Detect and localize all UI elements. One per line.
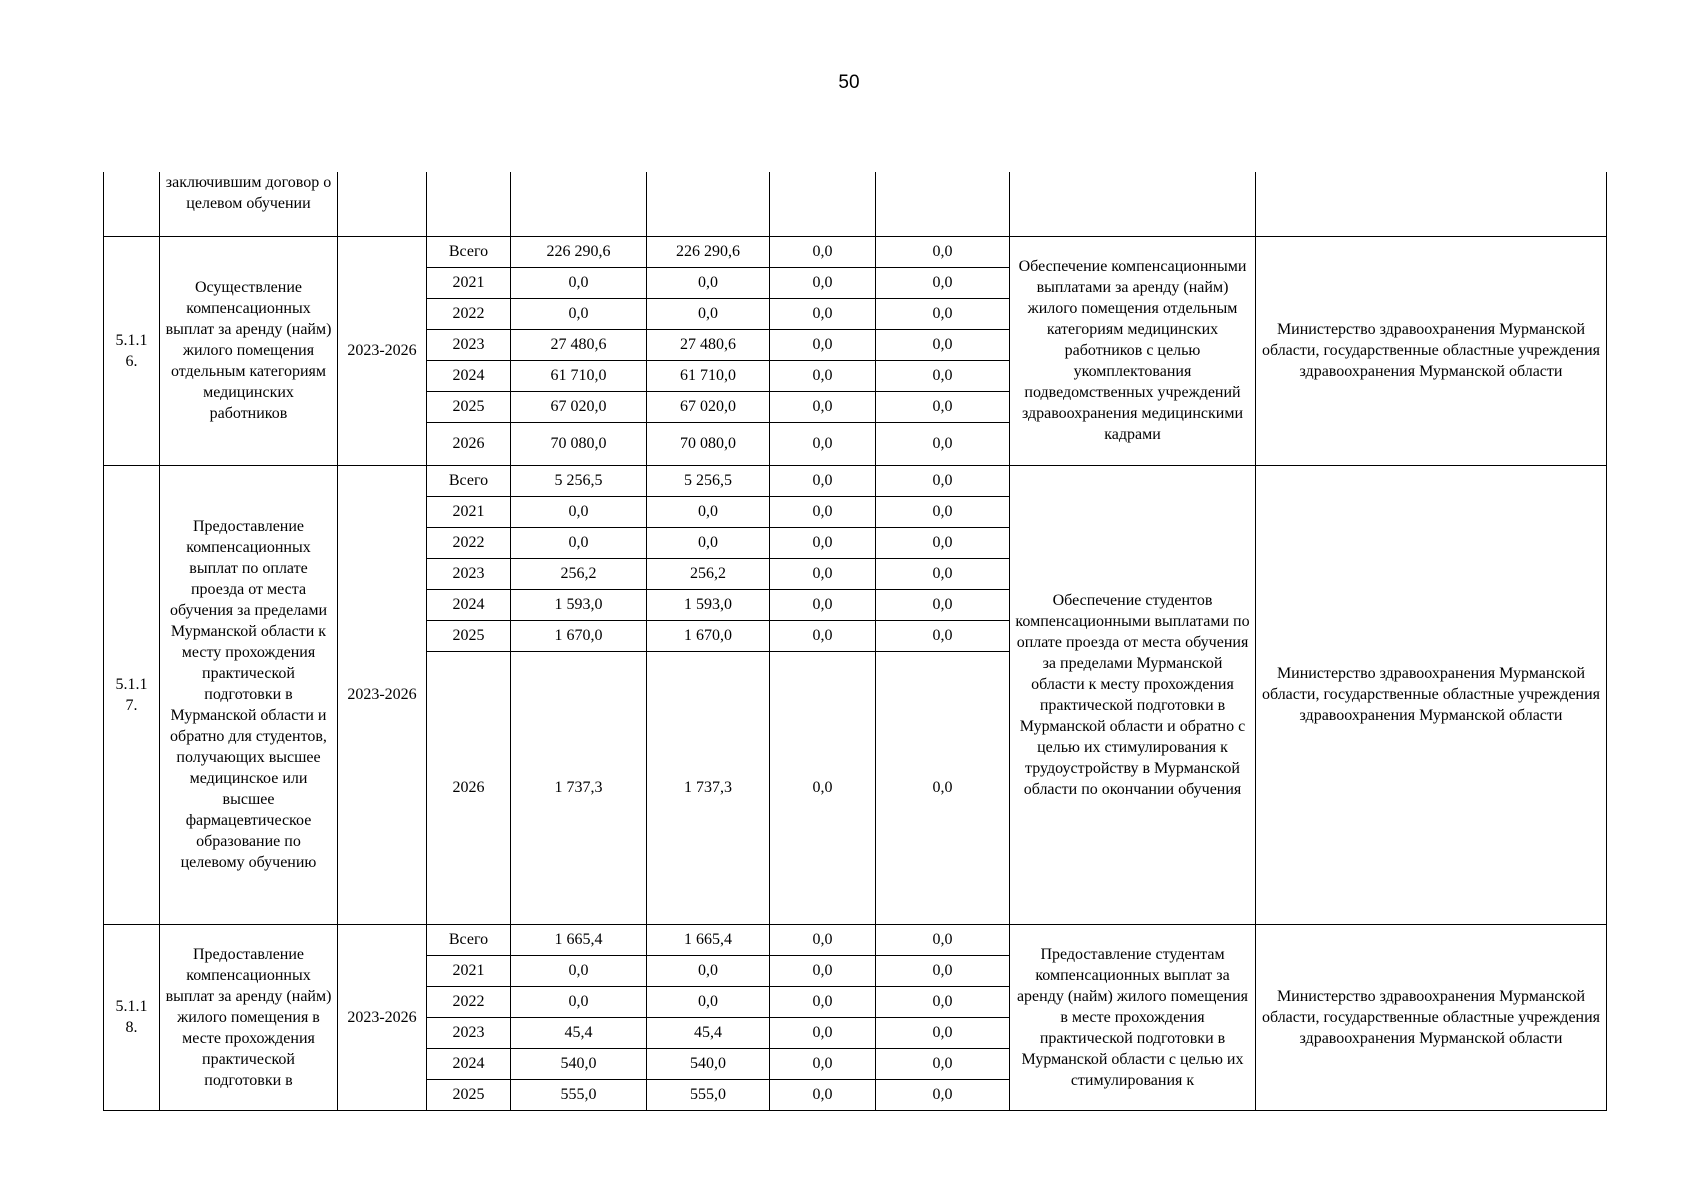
amount-regional: 540,0 [647,1048,770,1079]
year-label: 2021 [427,267,511,298]
amount-other: 0,0 [876,955,1010,986]
amount-federal: 0,0 [770,620,876,651]
continuation-num-cell [104,172,160,236]
amount-regional: 0,0 [647,955,770,986]
measure-name: Предоставление компенсационных выплат за аренду (найм) жилого помещения в месте прохождения практической подготовки в [160,924,338,1110]
amount-federal: 0,0 [770,360,876,391]
expected-result: Предоставление студентам компенсационных выплат за аренду (найм) жилого помещения в месте прохождения практической подготовки в Мурманской области с целью их стимулирования к [1010,924,1256,1110]
amount-federal: 0,0 [770,1079,876,1110]
amount-regional: 67 020,0 [647,391,770,422]
amount-federal: 0,0 [770,955,876,986]
continuation-regional-cell [647,172,770,236]
continuation-row [104,172,1607,236]
amount-other: 0,0 [876,651,1010,924]
continuation-federal-cell [770,172,876,236]
amount-regional: 0,0 [647,267,770,298]
expected-result: Обеспечение компенсационными выплатами за аренду (найм) жилого помещения отдельным категориям медицинских работников с целью укомплектования подведомственных учреждений здравоохранения медицинскими кадрами [1010,236,1256,465]
amount-other: 0,0 [876,1079,1010,1110]
amount-total: 226 290,6 [511,236,647,267]
measure-year-row [104,465,1607,496]
measure-year-row [104,924,1607,955]
year-label: 2021 [427,496,511,527]
year-label: 2023 [427,1017,511,1048]
amount-federal: 0,0 [770,986,876,1017]
continuation-year-cell [427,172,511,236]
year-label: Всего [427,465,511,496]
measure-number: 5.1.1 6. [104,236,160,465]
amount-total: 27 480,6 [511,329,647,360]
responsible-executor: Министерство здравоохранения Мурманской области, государственные областные учреждения здравоохранения Мурманской области [1256,236,1607,465]
measure-period: 2023-2026 [338,924,427,1110]
amount-regional: 1 670,0 [647,620,770,651]
amount-regional: 555,0 [647,1079,770,1110]
program-measures-table [103,172,1607,1111]
amount-total: 0,0 [511,955,647,986]
measure-period: 2023-2026 [338,236,427,465]
amount-other: 0,0 [876,924,1010,955]
amount-other: 0,0 [876,391,1010,422]
amount-regional: 45,4 [647,1017,770,1048]
amount-other: 0,0 [876,496,1010,527]
year-label: 2022 [427,527,511,558]
amount-federal: 0,0 [770,267,876,298]
amount-total: 5 256,5 [511,465,647,496]
amount-other: 0,0 [876,1017,1010,1048]
year-label: 2024 [427,360,511,391]
amount-other: 0,0 [876,558,1010,589]
amount-total: 67 020,0 [511,391,647,422]
year-label: 2024 [427,1048,511,1079]
amount-total: 0,0 [511,298,647,329]
amount-federal: 0,0 [770,1017,876,1048]
amount-regional: 0,0 [647,496,770,527]
continuation-total-cell [511,172,647,236]
year-label: 2025 [427,1079,511,1110]
year-label: 2021 [427,955,511,986]
amount-total: 1 593,0 [511,589,647,620]
amount-other: 0,0 [876,360,1010,391]
amount-regional: 27 480,6 [647,329,770,360]
measure-number: 5.1.1 7. [104,465,160,924]
amount-federal: 0,0 [770,236,876,267]
continuation-name-cell: заключившим договор о целевом обучении [160,172,338,236]
amount-total: 70 080,0 [511,422,647,465]
responsible-executor: Министерство здравоохранения Мурманской области, государственные областные учреждения здравоохранения Мурманской области [1256,924,1607,1110]
amount-federal: 0,0 [770,651,876,924]
amount-other: 0,0 [876,527,1010,558]
amount-regional: 70 080,0 [647,422,770,465]
amount-regional: 1 665,4 [647,924,770,955]
amount-federal: 0,0 [770,422,876,465]
amount-federal: 0,0 [770,558,876,589]
continuation-result-cell [1010,172,1256,236]
year-label: Всего [427,236,511,267]
amount-regional: 1 593,0 [647,589,770,620]
amount-regional: 0,0 [647,986,770,1017]
year-label: 2022 [427,986,511,1017]
amount-total: 0,0 [511,527,647,558]
amount-total: 540,0 [511,1048,647,1079]
amount-other: 0,0 [876,422,1010,465]
amount-regional: 61 710,0 [647,360,770,391]
measure-name: Осуществление компенсационных выплат за аренду (найм) жилого помещения отдельным категориям медицинских работников [160,236,338,465]
responsible-executor: Министерство здравоохранения Мурманской области, государственные областные учреждения здравоохранения Мурманской области [1256,465,1607,924]
amount-federal: 0,0 [770,924,876,955]
year-label: 2025 [427,620,511,651]
amount-federal: 0,0 [770,1048,876,1079]
amount-total: 61 710,0 [511,360,647,391]
continuation-executor-cell [1256,172,1607,236]
amount-total: 0,0 [511,496,647,527]
page-number: 50 [838,72,860,93]
amount-federal: 0,0 [770,329,876,360]
amount-total: 0,0 [511,986,647,1017]
amount-regional: 0,0 [647,527,770,558]
amount-other: 0,0 [876,1048,1010,1079]
amount-total: 256,2 [511,558,647,589]
amount-other: 0,0 [876,267,1010,298]
amount-regional: 226 290,6 [647,236,770,267]
year-label: Всего [427,924,511,955]
year-label: 2026 [427,651,511,924]
amount-other: 0,0 [876,236,1010,267]
amount-other: 0,0 [876,986,1010,1017]
amount-other: 0,0 [876,298,1010,329]
amount-total: 1 670,0 [511,620,647,651]
year-label: 2024 [427,589,511,620]
amount-federal: 0,0 [770,391,876,422]
amount-federal: 0,0 [770,496,876,527]
amount-other: 0,0 [876,329,1010,360]
amount-other: 0,0 [876,465,1010,496]
amount-total: 45,4 [511,1017,647,1048]
year-label: 2022 [427,298,511,329]
continuation-other-cell [876,172,1010,236]
measure-period: 2023-2026 [338,465,427,924]
amount-total: 1 737,3 [511,651,647,924]
year-label: 2025 [427,391,511,422]
amount-federal: 0,0 [770,527,876,558]
amount-total: 1 665,4 [511,924,647,955]
measure-number: 5.1.1 8. [104,924,160,1110]
amount-regional: 5 256,5 [647,465,770,496]
year-label: 2026 [427,422,511,465]
amount-federal: 0,0 [770,465,876,496]
amount-regional: 256,2 [647,558,770,589]
amount-regional: 0,0 [647,298,770,329]
year-label: 2023 [427,329,511,360]
year-label: 2023 [427,558,511,589]
amount-total: 0,0 [511,267,647,298]
amount-other: 0,0 [876,589,1010,620]
measure-year-row [104,236,1607,267]
amount-federal: 0,0 [770,298,876,329]
expected-result: Обеспечение студентов компенсационными выплатами по оплате проезда от места обучения за пределами Мурманской области к месту прохождения практической подготовки в Мурманской области и обратно с целью их стимулирования к трудоустройству в Мурманской области по окончании обучения [1010,465,1256,924]
measure-name: Предоставление компенсационных выплат по оплате проезда от места обучения за пределами Мурманской области к месту прохождения практической подготовки в Мурманской области и обратно для студентов, получающих высшее медицинское или высшее фармацевтическое образование по целевому обучению [160,465,338,924]
amount-total: 555,0 [511,1079,647,1110]
amount-regional: 1 737,3 [647,651,770,924]
continuation-period-cell [338,172,427,236]
amount-other: 0,0 [876,620,1010,651]
amount-federal: 0,0 [770,589,876,620]
